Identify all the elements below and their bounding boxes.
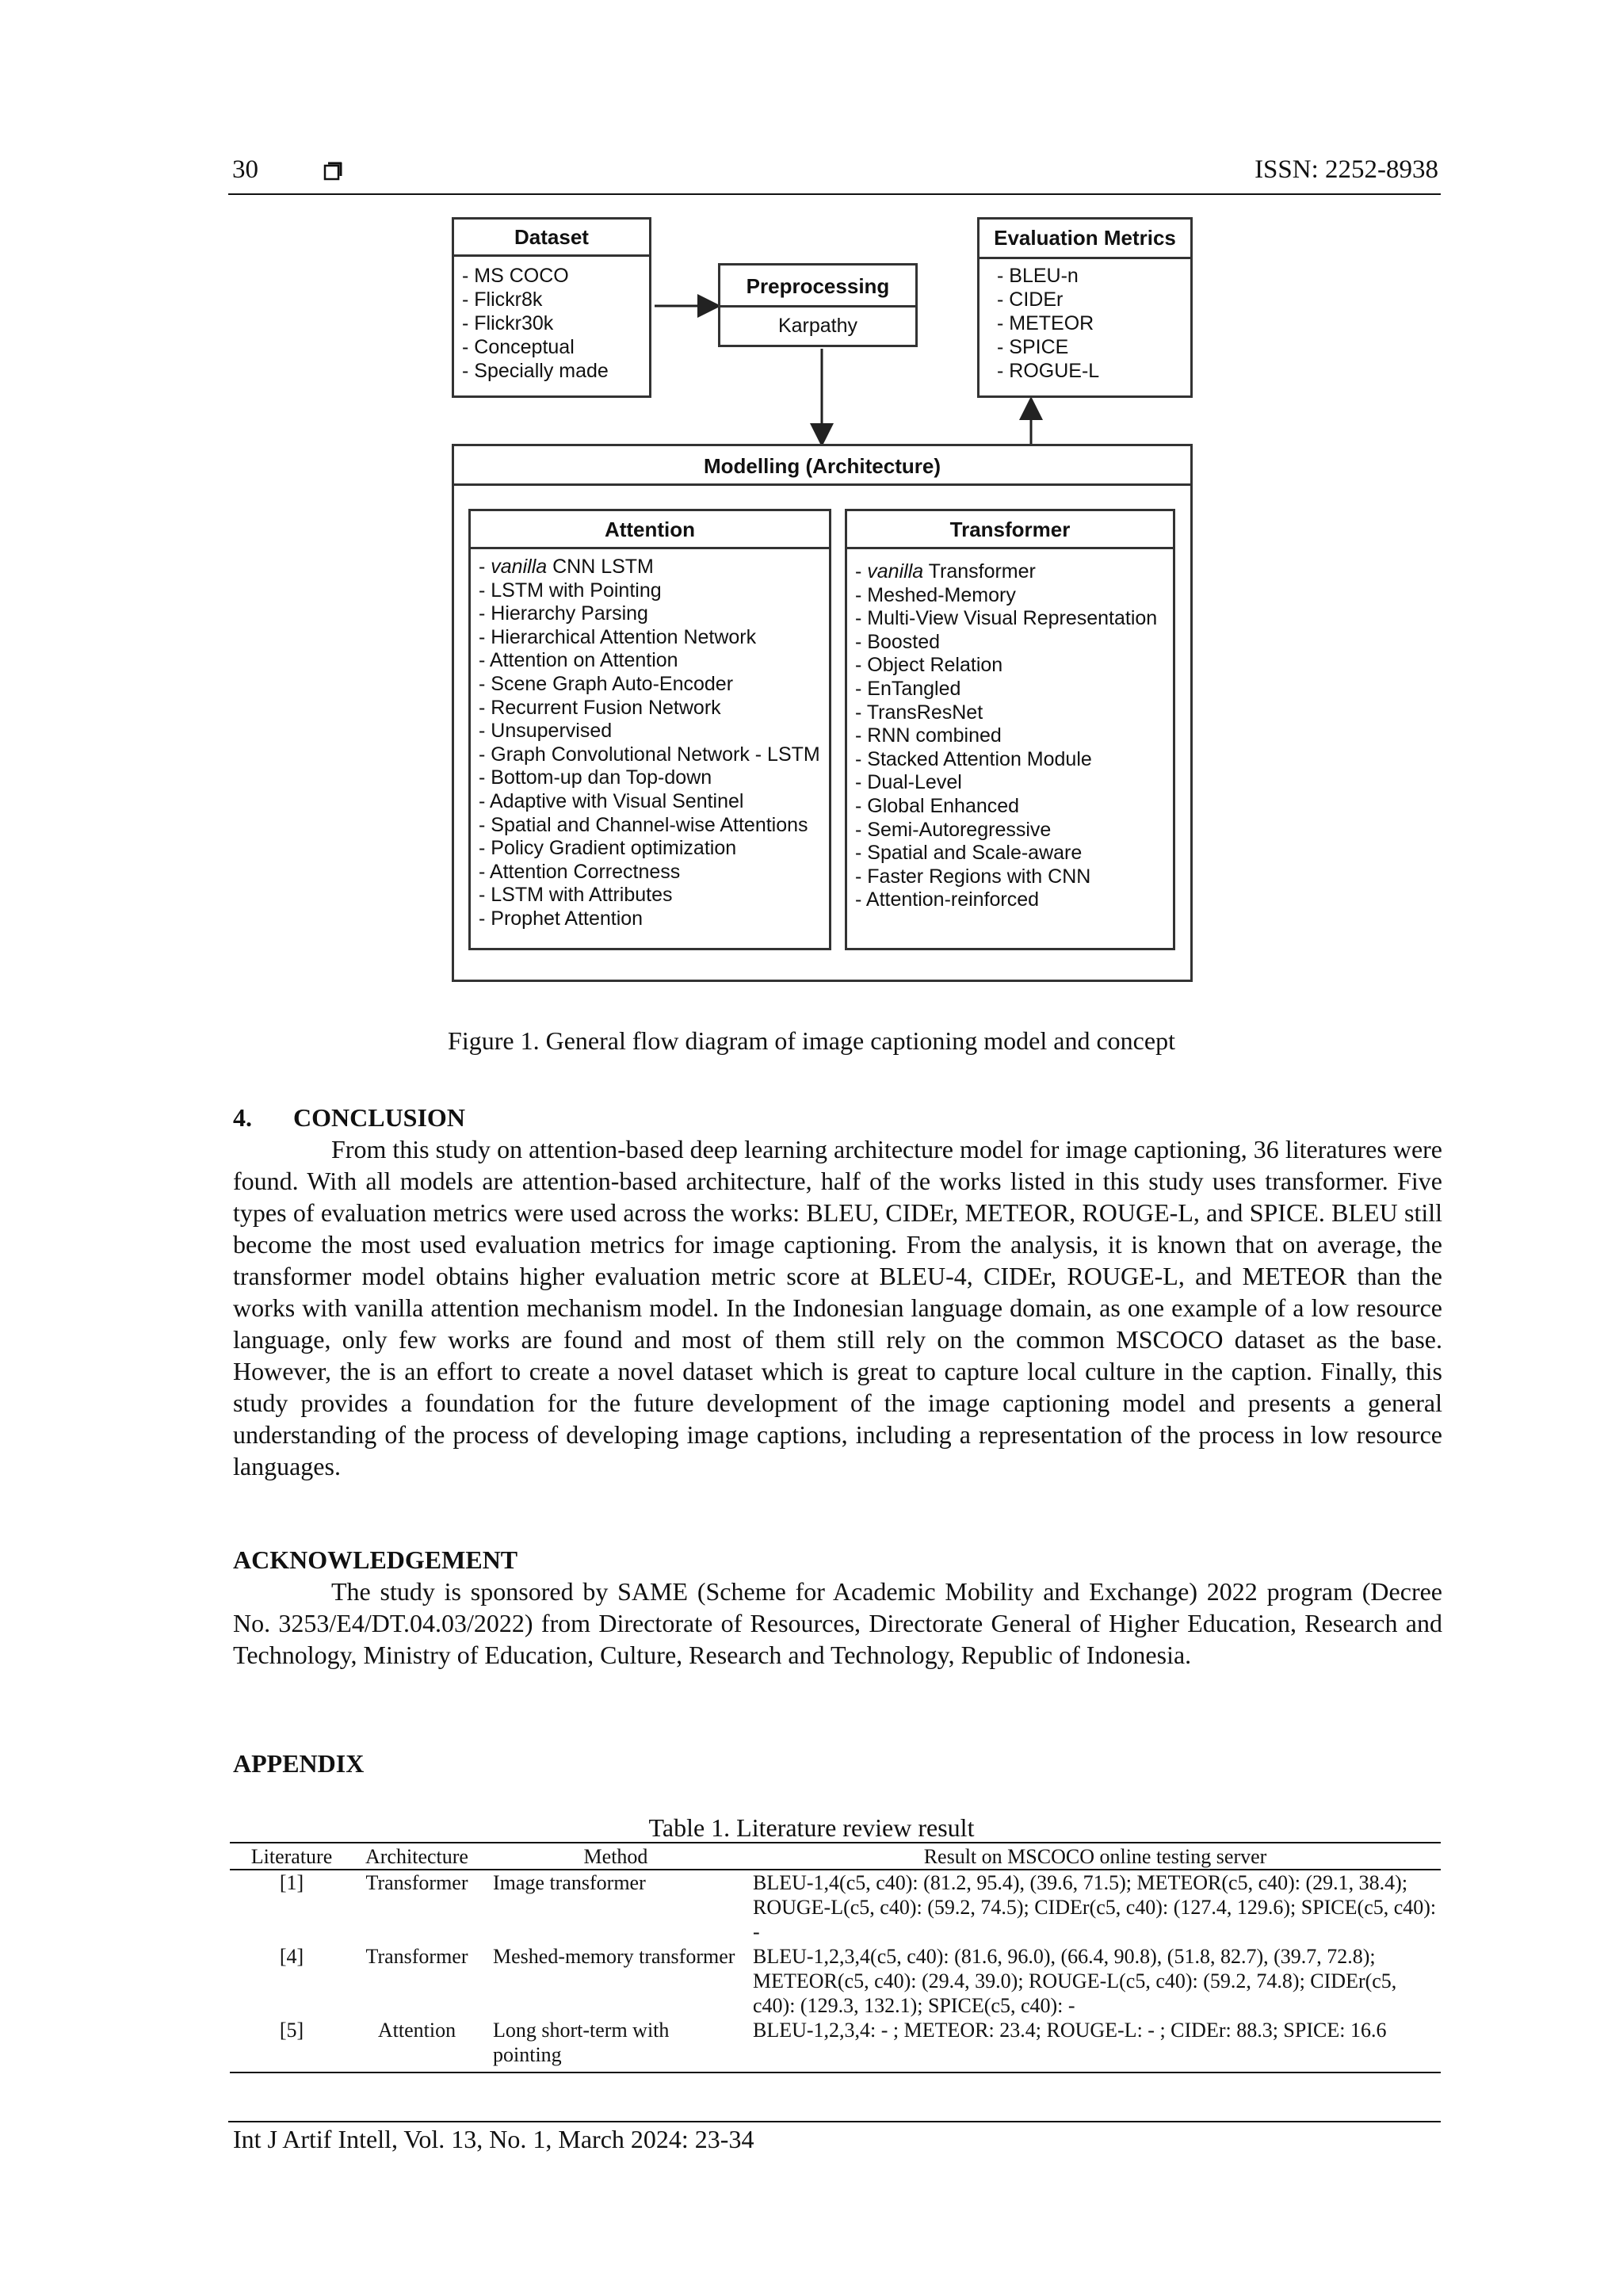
list-item: - BLEU-n [997,265,1079,287]
list-item: - Policy Gradient optimization [479,837,737,860]
list-item: - Stacked Attention Module [855,747,1092,770]
flow-diagram [0,0,1623,1014]
literature-table [230,1842,1441,2073]
modelling-title: Modelling (Architecture) [454,446,1190,486]
list-item: - Multi-View Visual Representation [855,607,1158,630]
list-item: - Spatial and Channel-wise Attentions [479,813,808,836]
transformer-list [847,549,1173,912]
list-item: - SPICE [997,336,1069,358]
table-title: Table 1. Literature review result [648,1813,975,1842]
paragraph: The study is sponsored by SAME (Scheme for Academic Mobility and Exchange) 2022 program (Decree No. 3253/E4/DT.04.03/2022) from Directorate of Resources, Directorate General of Higher Education, Research and Technology, Ministry of Education, Culture, Research and Technology, Republic of Indonesia. [233,1577,1442,1669]
acknowledgement-text [233,1576,1442,1671]
list-item: - Recurrent Fusion Network [479,696,721,719]
table-cell: [4] [279,1945,304,1968]
list-item: - ROGUE-L [997,360,1100,382]
list-item: - Boosted [855,630,941,653]
preprocessing-title: Preprocessing [720,266,915,308]
list-item: - MS COCO [462,265,569,287]
list-item: - Meshed-Memory [855,583,1016,606]
section-title: CONCLUSION [293,1103,465,1132]
table-cell: Meshed-memory transformer [493,1945,735,1968]
attention-list [471,549,829,931]
list-item: - Unsupervised [479,720,613,743]
list-item: - Scene Graph Auto-Encoder [479,672,734,695]
list-item: - Hierarchical Attention Network [479,625,757,648]
table-row [230,1944,1441,2018]
table-cell: BLEU-1,2,3,4(c5, c40): (81.6, 96.0), (66.4, 90.8), (51.8, 82.7), (39.7, 72.8); METEOR(c5, c40): (29.4, 39.0); ROUGE-L(c5, c40): (59.2, 74.8); CIDEr(c5, c40): (129.3, 132.1); SPICE(c5, c40): - [753,1945,1397,2017]
table-cell: BLEU-1,4(c5, c40): (81.2, 95.4), (39.6, 71.5); METEOR(c5, c40): (29.1, 38.4); ROUGE-L(c5, c40): (59.2, 74.5); CIDEr(c5, c40): (127.4, 129.6); SPICE(c5, c40): - [753,1871,1437,1943]
table-cell: [1] [279,1871,304,1894]
list-item: - Hierarchy Parsing [479,602,648,625]
column-header: Result on MSCOCO online testing server [742,1843,1441,1870]
list-item: - Object Relation [855,654,1003,677]
transformer-title: Transformer [847,511,1173,549]
preprocessing-body: Karpathy [777,315,858,337]
table-cell: Transformer [365,1871,468,1894]
list-item: - Spatial and Scale-aware [855,842,1083,865]
list-item: - Bottom-up dan Top-down [479,766,712,789]
paragraph: From this study on attention-based deep learning architecture model for image captioning, 36 literatures were found. With all models are attention-based architecture, half of the works listed in this study uses transformer. Five types of evaluation metrics were used across the works: BLEU, CIDEr, METEOR, ROUGE-L, and SPICE. BLEU still become the most used evaluation metrics for image captioning. From the analysis, it is known that on average, the transformer model obtains higher evaluation metric score at BLEU-4, CIDEr, ROUGE-L, and METEOR than the works with vanilla attention mechanism model. In the Indonesian language domain, as one example of a low resource language, only few works are found and most of them still rely on the common MSCOCO dataset as the base. However, the is an effort to create a novel dataset which is great to capture local culture in the caption. Finally, this study provides a foundation for the future development of the image captioning model and presents a general understanding of the process of developing image captions, including a representation of the process in low resource languages. [233,1135,1442,1480]
footer-citation: Int J Artif Intell, Vol. 13, No. 1, March 2024: 23-34 [233,2125,754,2153]
conclusion-heading [233,1103,465,1133]
acknowledgement-heading: ACKNOWLEDGEMENT [233,1545,518,1574]
dataset-list [454,257,649,383]
table-cell: Long short-term with pointing [480,2018,742,2073]
list-item: - METEOR [997,312,1094,334]
footer-rule [228,2121,1441,2122]
list-item: - TransResNet [855,701,983,724]
metrics-list [980,259,1190,383]
figure-caption: Figure 1. General flow diagram of image captioning model and concept [448,1026,1175,1055]
list-item: - Attention on Attention [479,649,678,672]
list-item: - Graph Convolutional Network - LSTM [479,743,820,766]
table-header-row [230,1843,1441,1870]
list-item: - Flickr8k [462,288,543,311]
preprocessing-box [718,263,918,347]
transformer-box [845,509,1175,950]
column-header: Method [480,1843,742,1870]
dataset-box [452,217,651,398]
list-item: - LSTM with Attributes [479,884,673,907]
attention-box [468,509,831,950]
list-item: - LSTM with Pointing [479,579,662,602]
list-item: - RNN combined [855,724,1002,747]
list-item: - EnTangled [855,677,961,700]
list-item: - Global Enhanced [855,794,1020,817]
list-item: - Dual-Level [855,771,962,794]
list-item: - vanilla CNN LSTM [479,556,654,578]
table-cell: [5] [230,2018,353,2073]
section-number: 4. [233,1103,252,1132]
list-item: - Semi-Autoregressive [855,818,1052,841]
list-item: - Attention Correctness [479,860,681,883]
list-item: - Attention-reinforced [855,888,1040,911]
table-cell: Attention [353,2018,480,2073]
list-item: - Faster Regions with CNN [855,865,1091,888]
list-item: - vanilla Transformer [855,560,1036,583]
list-item: - CIDEr [997,288,1064,311]
table-row [230,1870,1441,1944]
list-item: - Conceptual [462,336,575,358]
table-row [230,2018,1441,2073]
column-header: Architecture [353,1843,480,1870]
table-cell: Transformer [365,1945,468,1968]
metrics-title: Evaluation Metrics [980,220,1190,259]
table-cell: Image transformer [493,1871,646,1894]
list-item: - Flickr30k [462,312,554,334]
issn: ISSN: 2252-8938 [1254,155,1438,184]
page-number: 30 [232,155,258,184]
metrics-box [977,217,1193,398]
list-item: - Specially made [462,360,609,382]
list-item: - Prophet Attention [479,907,643,930]
table-cell: BLEU-1,2,3,4: - ; METEOR: 23.4; ROUGE-L: - ; CIDEr: 88.3; SPICE: 16.6 [742,2018,1441,2073]
column-header: Literature [230,1843,353,1870]
attention-title: Attention [471,511,829,549]
list-item: - Adaptive with Visual Sentinel [479,789,744,812]
dataset-title: Dataset [454,220,649,257]
conclusion-text [233,1133,1442,1482]
appendix-heading: APPENDIX [233,1749,365,1778]
